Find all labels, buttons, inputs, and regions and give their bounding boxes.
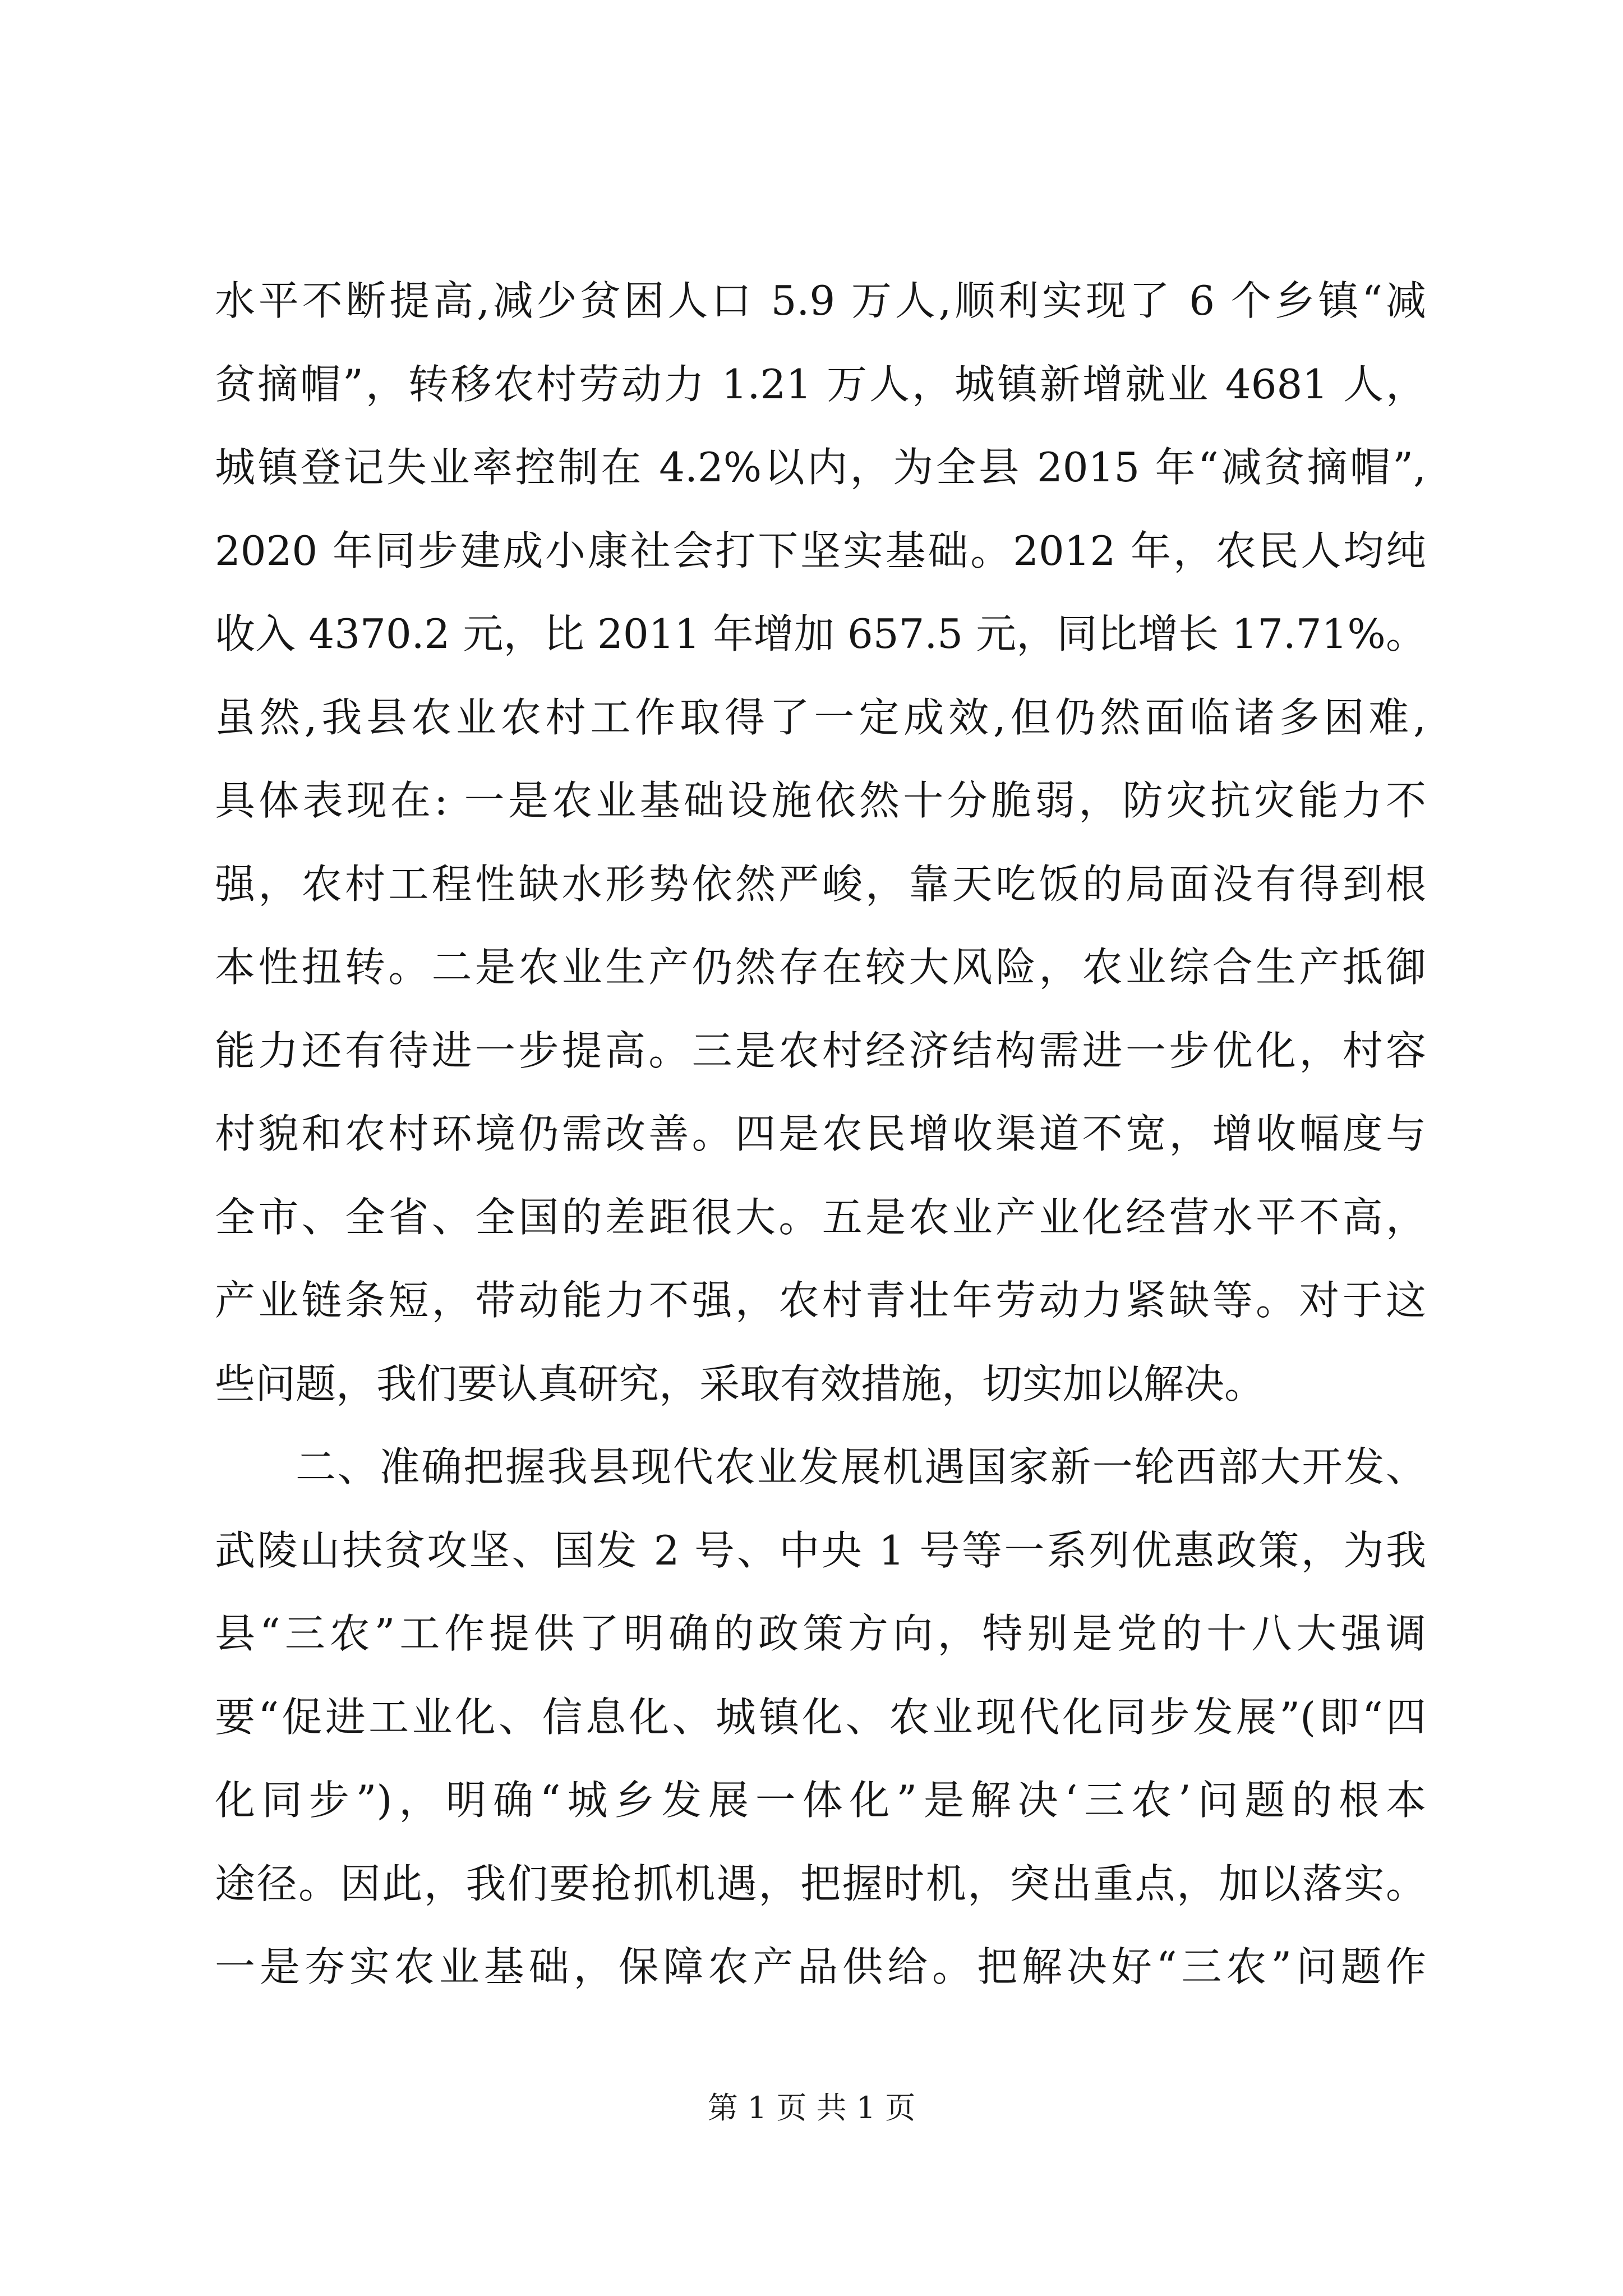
text-line: 水平不断提高,减少贫困人口 5.9 万人,顺利实现了 6 个乡镇“减 — [215, 277, 1426, 324]
text-line: 武陵山扶贫攻坚、国发 2 号、中央 1 号等一系列优惠政策，为我 — [215, 1526, 1426, 1574]
text-line: 强，农村工程性缺水形势依然严峻，靠天吃饭的局面没有得到根 — [215, 860, 1426, 908]
text-line: 能力还有待进一步提高。三是农村经济结构需进一步优化，村容 — [215, 1027, 1426, 1074]
text-line: 县“三农”工作提供了明确的政策方向，特别是党的十八大强调 — [215, 1610, 1426, 1657]
text-line: 收入 4370.2 元，比 2011 年增加 657.5 元，同比增长 17.71%。 — [215, 610, 1426, 657]
text-line: 具体表现在: 一是农业基础设施依然十分脆弱，防灾抗灾能力不 — [215, 777, 1426, 824]
text-line: 二、准确把握我县现代农业发展机遇国家新一轮西部大开发、 — [296, 1443, 1426, 1490]
text-line: 产业链条短，带动能力不强，农村青壮年劳动力紧缺等。对于这 — [215, 1277, 1426, 1324]
text-line: 虽然,我县农业农村工作取得了一定成效,但仍然面临诸多困难, — [215, 693, 1426, 741]
text-line: 全市、全省、全国的差距很大。五是农业产业化经营水平不高， — [215, 1193, 1426, 1241]
text-line: 要“促进工业化、信息化、城镇化、农业现代化同步发展”(即“四 — [215, 1693, 1426, 1741]
text-line: 村貌和农村环境仍需改善。四是农民增收渠道不宽，增收幅度与 — [215, 1110, 1426, 1157]
text-line: 本性扭转。二是农业生产仍然存在较大风险，农业综合生产抵御 — [215, 944, 1426, 991]
body-text — [215, 259, 1426, 2009]
text-line: 一是夯实农业基础，保障农产品供给。把解决好“三农”问题作 — [215, 1943, 1426, 1990]
page-footer: 第 1 页 共 1 页 — [707, 2090, 916, 2125]
text-line: 化同步”)，明确“城乡发展一体化”是解决‘三农’问题的根本 — [215, 1777, 1426, 1824]
text-line: 2020 年同步建成小康社会打下坚实基础。2012 年，农民人均纯 — [215, 527, 1426, 574]
text-line: 城镇登记失业率控制在 4.2%以内，为全县 2015 年“减贫摘帽”, — [215, 444, 1426, 491]
text-line: 些问题，我们要认真研究，采取有效措施，切实加以解决。 — [215, 1360, 1265, 1407]
text-line: 贫摘帽”，转移农村劳动力 1.21 万人，城镇新增就业 4681 人， — [215, 360, 1426, 408]
text-line: 途径。因此，我们要抢抓机遇，把握时机，突出重点，加以落实。 — [215, 1860, 1426, 1907]
